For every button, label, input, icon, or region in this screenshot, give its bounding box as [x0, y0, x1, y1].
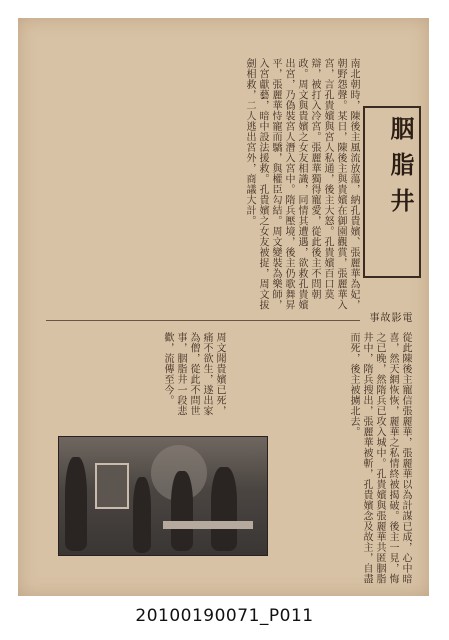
catalog-number: 20100190071_P011 [135, 606, 314, 626]
photo-figure [171, 471, 193, 551]
film-still-photo [58, 436, 268, 556]
story-text-lower-right: 從此陳後主寵信張麗華，張麗華以為計謀已成，心中暗喜，然天網恢恢，麗華之私情終被揭破。後主一見，悔之已晚，然隋兵已攻入城中。孔貴嬪與張麗華共匿胭脂井中，隋兵搜出，張麗華被斬，孔貴嬪念及故主，自盡而死，後主被擄北去。 [348, 332, 411, 584]
title-box [363, 106, 421, 322]
story-text-lower-left: 周文聞貴嬪已死，痛不欲生，遂出家為僧，從此不問世事，胭脂井一段悲歡，流傳至今。 [162, 332, 225, 416]
story-text-top: 南北朝時，陳後主風流放蕩，納孔貴嬪、張麗華為妃，朝野怨聲。某日，陳後主與貴嬪在御園觀賞，張麗華入宮，言孔貴嬪與宮人私通，後主大怒。孔貴嬪百口莫辯，被打入冷宮。張麗華獨得寵愛，從此後主不問朝政。周文與貴嬪之女友相識，同情其遭遇，欲救孔貴嬪出宮，乃偽裝宮人潛入宮中。隋兵壓境，後主仍歌舞昇平，張麗華恃寵而驕，與權臣勾結。周文變裝為樂師，入宮獻藝，暗中設法援救。孔貴嬪之女友被捉，周文拔劍相救，二人逃出宮外，商議大計。 [244, 58, 359, 310]
handbill-page [18, 18, 429, 596]
film-subtitle: 電影故事 [367, 312, 411, 322]
photo-figure [65, 457, 87, 551]
photo-table [163, 521, 253, 529]
photo-figure [211, 467, 237, 551]
photo-mirror [95, 463, 129, 509]
photo-figure [133, 477, 151, 553]
film-title: 胭脂井 [386, 116, 414, 224]
section-divider [46, 320, 360, 321]
